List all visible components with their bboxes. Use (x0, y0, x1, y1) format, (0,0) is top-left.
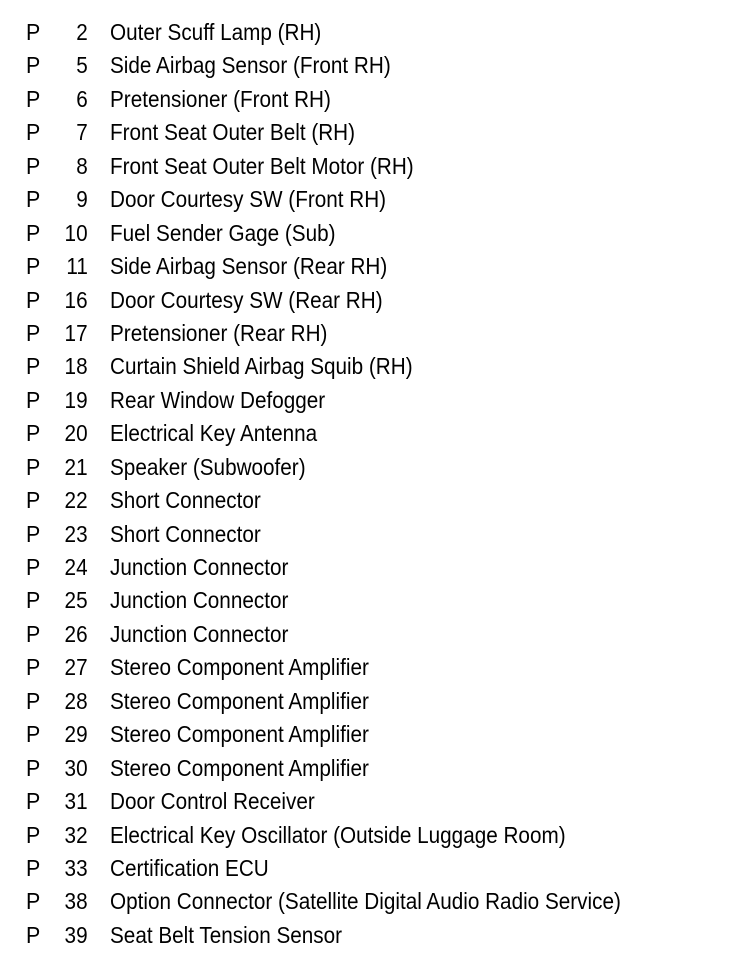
connector-name: Stereo Component Amplifier (110, 687, 369, 714)
connector-name: Junction Connector (110, 620, 289, 647)
connector-code: P (26, 186, 41, 213)
list-item (0, 116, 736, 149)
list-item (0, 885, 736, 918)
connector-name: Seat Belt Tension Sensor (110, 921, 343, 948)
connector-code: P (26, 888, 41, 915)
connector-number: 8 (76, 152, 88, 179)
connector-code: P (26, 353, 41, 380)
connector-name: Short Connector (110, 487, 261, 514)
connector-name: Fuel Sender Gage (Sub) (110, 219, 336, 246)
connector-number: 32 (64, 821, 88, 848)
connector-name: Outer Scuff Lamp (RH) (110, 19, 322, 45)
connector-name: Pretensioner (Front RH) (110, 85, 331, 112)
connector-number: 9 (76, 186, 88, 213)
connector-name: Electrical Key Oscillator (Outside Luggage Room) (110, 821, 566, 848)
list-item (0, 785, 736, 818)
connector-code: P (26, 587, 41, 614)
connector-code: P (26, 52, 41, 79)
list-item (0, 618, 736, 651)
connector-number: 7 (76, 119, 88, 146)
connector-name: Stereo Component Amplifier (110, 654, 369, 681)
connector-number: 27 (64, 654, 88, 681)
connector-name: Door Courtesy SW (Front RH) (110, 186, 387, 213)
connector-name: Door Courtesy SW (Rear RH) (110, 286, 383, 313)
connector-number: 38 (64, 888, 88, 915)
connector-name: Side Airbag Sensor (Rear RH) (110, 253, 388, 280)
connector-code: P (26, 821, 41, 848)
list-item (0, 250, 736, 283)
list-item (0, 718, 736, 751)
connector-number: 22 (64, 487, 88, 514)
connector-number: 24 (64, 554, 88, 580)
connector-number: 30 (64, 754, 88, 781)
list-item (0, 183, 736, 216)
connector-number: 18 (64, 353, 88, 380)
connector-number: 31 (64, 788, 88, 815)
connector-number: 23 (64, 520, 88, 547)
list-item (0, 451, 736, 484)
connector-list (0, 16, 736, 952)
connector-number: 5 (76, 52, 88, 79)
connector-code: P (26, 921, 41, 948)
connector-code: P (26, 620, 41, 647)
connector-number: 17 (64, 319, 88, 346)
connector-number: 39 (64, 921, 88, 948)
connector-code: P (26, 854, 41, 881)
list-item (0, 518, 736, 551)
connector-code: P (26, 453, 41, 480)
list-item (0, 150, 736, 183)
connector-number: 21 (64, 453, 88, 480)
connector-code: P (26, 420, 41, 447)
list-item (0, 350, 736, 383)
list-item (0, 384, 736, 417)
list-item (0, 16, 736, 49)
connector-code: P (26, 754, 41, 781)
connector-number: 29 (64, 721, 88, 748)
list-item (0, 83, 736, 116)
list-item (0, 752, 736, 785)
list-item (0, 484, 736, 517)
connector-name: Front Seat Outer Belt (RH) (110, 119, 356, 146)
connector-name: Pretensioner (Rear RH) (110, 319, 328, 346)
connector-number: 33 (64, 854, 88, 881)
connector-code: P (26, 85, 41, 112)
list-item (0, 217, 736, 250)
connector-code: P (26, 788, 41, 815)
connector-code: P (26, 487, 41, 514)
connector-number: 16 (64, 286, 88, 313)
connector-name: Junction Connector (110, 554, 289, 580)
connector-number: 19 (64, 386, 88, 413)
list-item (0, 852, 736, 885)
connector-code: P (26, 286, 41, 313)
list-item (0, 651, 736, 684)
connector-name: Stereo Component Amplifier (110, 721, 369, 748)
connector-number: 20 (64, 420, 88, 447)
connector-number: 28 (64, 687, 88, 714)
connector-number: 2 (76, 19, 88, 45)
connector-code: P (26, 119, 41, 146)
connector-number: 10 (64, 219, 88, 246)
connector-code: P (26, 554, 41, 580)
list-item (0, 584, 736, 617)
list-item (0, 551, 736, 584)
connector-number: 25 (64, 587, 88, 614)
connector-code: P (26, 721, 41, 748)
connector-name: Option Connector (Satellite Digital Audio Radio Service) (110, 888, 621, 915)
connector-name: Rear Window Defogger (110, 386, 326, 413)
list-item (0, 284, 736, 317)
connector-name: Electrical Key Antenna (110, 420, 318, 447)
connector-code: P (26, 152, 41, 179)
list-item (0, 417, 736, 450)
connector-code: P (26, 520, 41, 547)
list-item (0, 919, 736, 952)
connector-code: P (26, 386, 41, 413)
connector-name: Certification ECU (110, 854, 269, 881)
connector-code: P (26, 654, 41, 681)
connector-name: Speaker (Subwoofer) (110, 453, 306, 480)
connector-code: P (26, 253, 41, 280)
connector-code: P (26, 19, 41, 45)
connector-name: Side Airbag Sensor (Front RH) (110, 52, 391, 79)
connector-number: 11 (66, 253, 88, 280)
connector-code: P (26, 319, 41, 346)
list-item (0, 317, 736, 350)
connector-name: Short Connector (110, 520, 261, 547)
connector-number: 6 (76, 85, 88, 112)
connector-name: Door Control Receiver (110, 788, 315, 815)
list-item (0, 819, 736, 852)
connector-code: P (26, 219, 41, 246)
connector-name: Curtain Shield Airbag Squib (RH) (110, 353, 413, 380)
connector-name: Front Seat Outer Belt Motor (RH) (110, 152, 414, 179)
list-item (0, 49, 736, 82)
connector-name: Junction Connector (110, 587, 289, 614)
connector-name: Stereo Component Amplifier (110, 754, 369, 781)
list-item (0, 685, 736, 718)
connector-number: 26 (64, 620, 88, 647)
connector-code: P (26, 687, 41, 714)
